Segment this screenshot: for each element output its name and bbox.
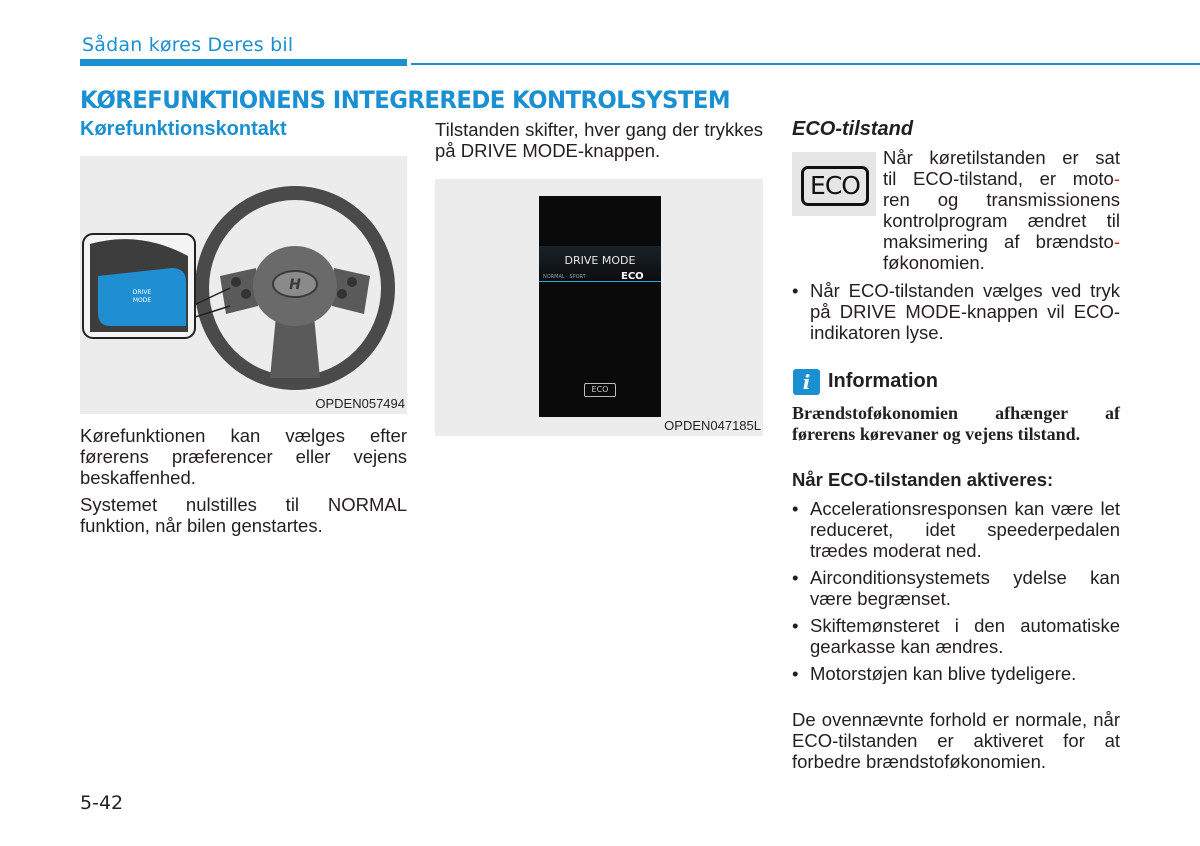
eco-indicator-icon: ECO [584,383,616,397]
steering-wheel-illustration [80,156,407,414]
header-rule-thin [411,63,1200,65]
display-title: DRIVE MODE [564,254,636,267]
cluster-display-screen [539,196,661,417]
list-item: • Skiftemønsteret i den automatiske gearkasse kan ændres. [792,615,1120,657]
eco-line-5: maksimering af brændsto [883,231,1114,252]
main-heading: KØREFUNKTIONENS INTEGREREDE KONTROLSYSTEM [80,86,730,114]
eco-line-2-row [883,168,1120,189]
header-rule-thick [80,59,407,66]
drive-mode-button-label-1: DRIVE [132,289,152,296]
paragraph-mode-change: Tilstanden skifter, hver gang der trykkes på DRIVE MODE-knappen. [435,119,763,161]
eco-line-1: Når køretilstanden er sat [883,147,1120,168]
eco-paragraph [883,147,1120,273]
eco-line-5-row [883,231,1120,252]
eco-line-2: til ECO-tilstand, er moto [883,168,1114,189]
paragraph-reset-normal: Systemet nulstilles til NORMAL funktion, når bilen genstartes. [80,494,407,536]
display-selected-mode: ECO [621,271,644,282]
subheading-drive-mode-switch: Kørefunktionskontakt [80,118,287,140]
list-item: • Motorstøjen kan blive tydeligere. [792,663,1120,684]
eco-bullet: • Når ECO-tilstanden vælges ved tryk på DRIVE MODE-knappen vil ECO-indikatoren lyse. [792,280,1120,343]
drive-mode-button-label-2: MODE [132,297,152,304]
eco-icon-box [792,152,876,216]
eco-line-4: kontrolprogram ændret til [883,210,1120,231]
cluster-display-figure [435,179,763,436]
hyphen-mark: - [1113,168,1120,189]
figure-caption: OPDEN047185L [664,418,761,433]
paragraph-drive-mode-selection: Kørefunktionen kan vælges efter førerens præferencer eller vejens beskaffenhed. [80,425,407,488]
svg-text:H: H [289,277,301,293]
section-title: Sådan køres Deres bil [82,34,294,56]
eco-heading: ECO-tilstand [792,118,914,140]
hyphen-mark: - [1113,231,1120,252]
info-icon: i [793,369,820,395]
list-item: • Accelerationsresponsen kan være let reduceret, idet speederpedalen trædes moderat ned. [792,498,1120,561]
info-title: Information [828,370,938,392]
eco-line-3: ren og transmissionens [883,189,1120,210]
info-text: Brændstoføkonomien afhænger af førerens kørevaner og vejens tilstand. [792,403,1120,444]
activation-bullet-list [792,498,1120,684]
list-item: • Airconditionsystemets ydelse kan være begrænset. [792,567,1120,609]
figure-caption: OPDEN057494 [315,396,405,411]
display-mode-options: NORMAL · SPORT [543,274,586,280]
steering-wheel-figure [80,156,407,414]
page-number: 5-42 [80,792,124,814]
closing-paragraph: De ovennævnte forhold er normale, når ECO-tilstanden er aktiveret for at forbedre brændstoføkonomien. [792,709,1120,772]
eco-icon: ECO [801,166,869,206]
eco-line-6: føkonomien. [883,252,985,273]
activation-heading: Når ECO-tilstanden aktiveres: [792,469,1054,490]
